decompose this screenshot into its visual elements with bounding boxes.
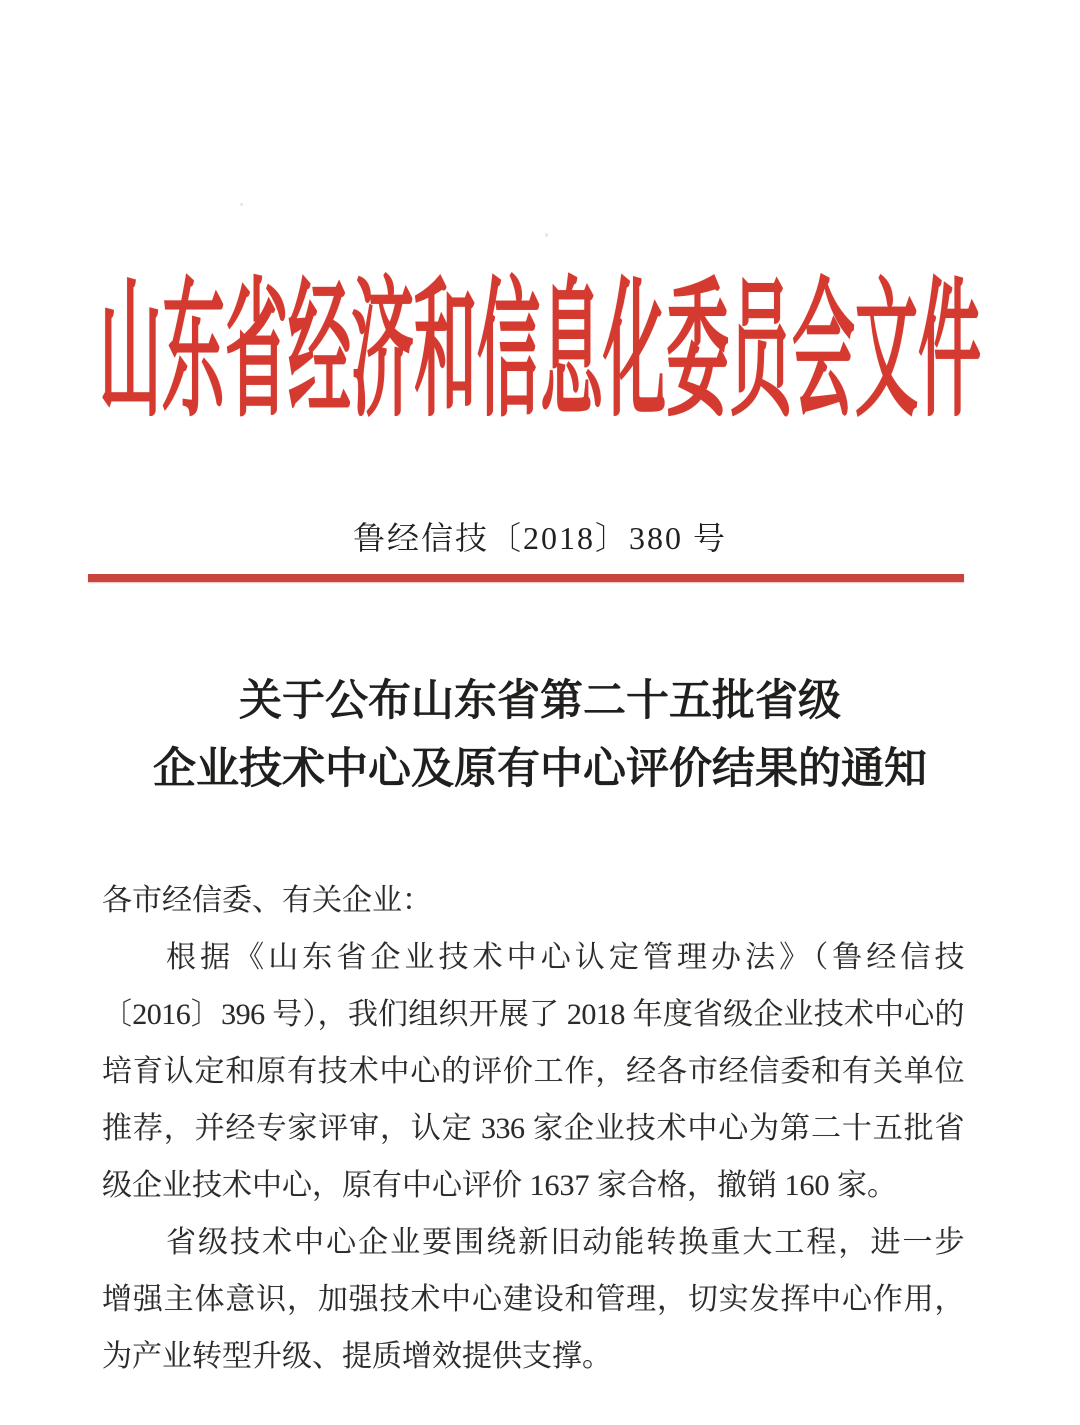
body-line: 省级技术中心企业要围绕新旧动能转换重大工程，进一步 (166, 1226, 964, 1259)
body-line: 根据《山东省企业技术中心认定管理办法》（鲁经信技 (166, 941, 964, 974)
scan-artifact (545, 233, 548, 237)
red-divider-line (88, 574, 964, 582)
document-reference-number: 鲁经信技〔2018〕380 号 (352, 520, 727, 556)
body-line: 增强主体意识，加强技术中心建设和管理，切实发挥中心作用， (102, 1283, 964, 1316)
salutation-line: 各市经信委、有关企业： (102, 884, 432, 917)
body-line: 培育认定和原有技术中心的评价工作，经各市经信委和有关单位 (102, 1055, 964, 1088)
issuing-agency-title: 山东省经济和信息化委员会文件 (99, 269, 982, 435)
scan-artifact (240, 203, 243, 206)
body-line: 级企业技术中心，原有中心评价 1637 家合格，撤销 160 家。 (102, 1169, 897, 1202)
red-letterhead (0, 269, 1080, 435)
body-line: 为产业转型升级、提质增效提供支撑。 (102, 1340, 612, 1373)
body-line: 〔2016〕396 号），我们组织开展了 2018 年度省级企业技术中心的 (102, 998, 964, 1031)
notice-title-line2: 企业技术中心及原有中心评价结果的通知 (153, 746, 927, 793)
notice-title-line1: 关于公布山东省第二十五批省级 (239, 678, 841, 725)
notice-title (0, 668, 1080, 804)
body-line: 推荐，并经专家评审，认定 336 家企业技术中心为第二十五批省 (102, 1112, 964, 1145)
notice-body (102, 872, 964, 1385)
